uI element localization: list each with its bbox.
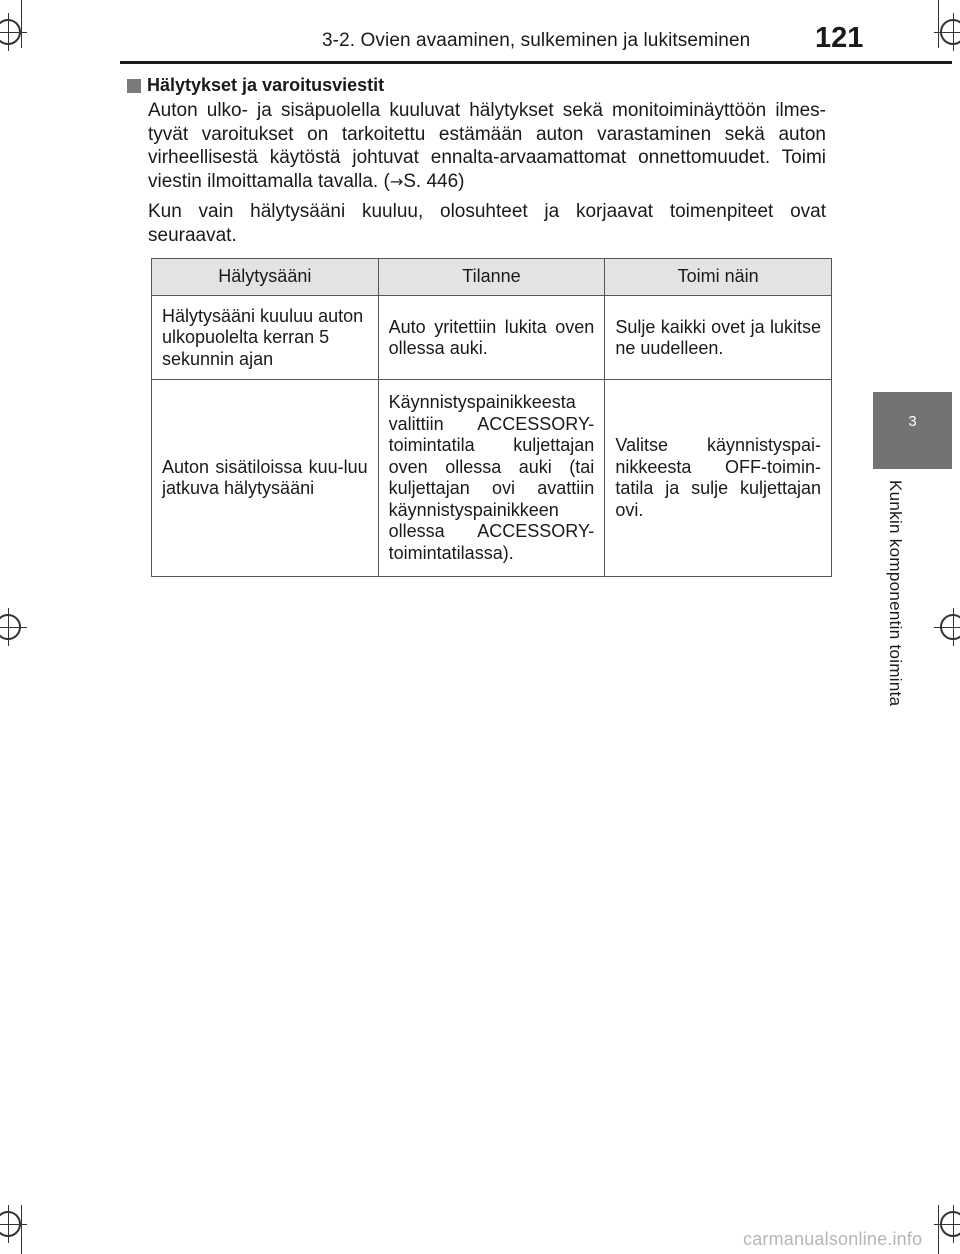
chapter-number: 3 [908, 413, 917, 430]
registration-mark-mid-right [940, 614, 960, 640]
page-reference: S. 446) [403, 170, 465, 192]
chapter-tab [873, 392, 952, 469]
registration-mark-bottom-right [940, 1211, 960, 1237]
page-number: 121 [815, 22, 864, 54]
registration-mark-top-left [0, 19, 21, 45]
table-header-cell: Tilanne [378, 259, 605, 296]
watermark: carmanualsonline.info [743, 1229, 923, 1249]
table-header-row [152, 259, 832, 296]
crop-line [938, 1205, 939, 1254]
table-row [152, 296, 832, 380]
running-header-title: 3-2. Ovien avaaminen, sulkeminen ja lukitseminen [322, 30, 751, 51]
section-heading-text: Hälytykset ja varoitusviestit [147, 75, 385, 95]
table-cell: Auton sisätiloissa kuu-luu jatkuva hälytysääni [152, 380, 379, 577]
arrow-right-icon: → [389, 171, 404, 191]
table-cell: Sulje kaikki ovet ja lukitse ne uudelleen. [605, 296, 832, 380]
intro-text: Auton ulko- ja sisäpuolella kuuluvat hälytykset sekä monitoiminäyttöön ilmes-tyvät varoitukset on tarkoitettu estämään auton varastaminen sekä auton virheellisestä käytöstä johtuvat ennalta-arvaamattomat onnettomuudet. Toimi viestin ilmoittamalla tavalla. ( [148, 100, 826, 192]
table-row [152, 380, 832, 577]
section-heading [127, 75, 384, 96]
table-cell: Valitse käynnistyspai-nikkeesta OFF-toimin-tatila ja sulje kuljettajan ovi. [605, 380, 832, 577]
square-bullet-icon [127, 79, 141, 93]
table-cell: Auto yritettiin lukita oven ollessa auki. [378, 296, 605, 380]
table-cell: Hälytysääni kuuluu auton ulkopuolelta kerran 5 sekunnin ajan [152, 296, 379, 380]
registration-mark-top-right [940, 19, 960, 45]
table-header-cell: Hälytysääni [152, 259, 379, 296]
registration-mark-mid-left [0, 614, 21, 640]
table-header-cell: Toimi näin [605, 259, 832, 296]
table-cell: Käynnistyspainikkeesta valittiin ACCESSORY-toimintatila kuljettajan oven ollessa auki (tai kuljettajan ovi avattiin käynnistyspainikkeen ollessa ACCESSORY-toimintatilassa). [378, 380, 605, 577]
crop-line [938, 0, 939, 48]
crop-line [21, 0, 22, 48]
intro-paragraph [148, 99, 826, 193]
crop-line [21, 1205, 22, 1254]
header-rule [120, 61, 952, 64]
registration-mark-bottom-left [0, 1211, 21, 1237]
chapter-label: Kunkin komponentin toiminta [886, 480, 905, 707]
table-intro-paragraph: Kun vain hälytysääni kuuluu, olosuhteet ja korjaavat toimenpiteet ovat seuraavat. [148, 201, 826, 246]
alarm-table [151, 258, 832, 577]
